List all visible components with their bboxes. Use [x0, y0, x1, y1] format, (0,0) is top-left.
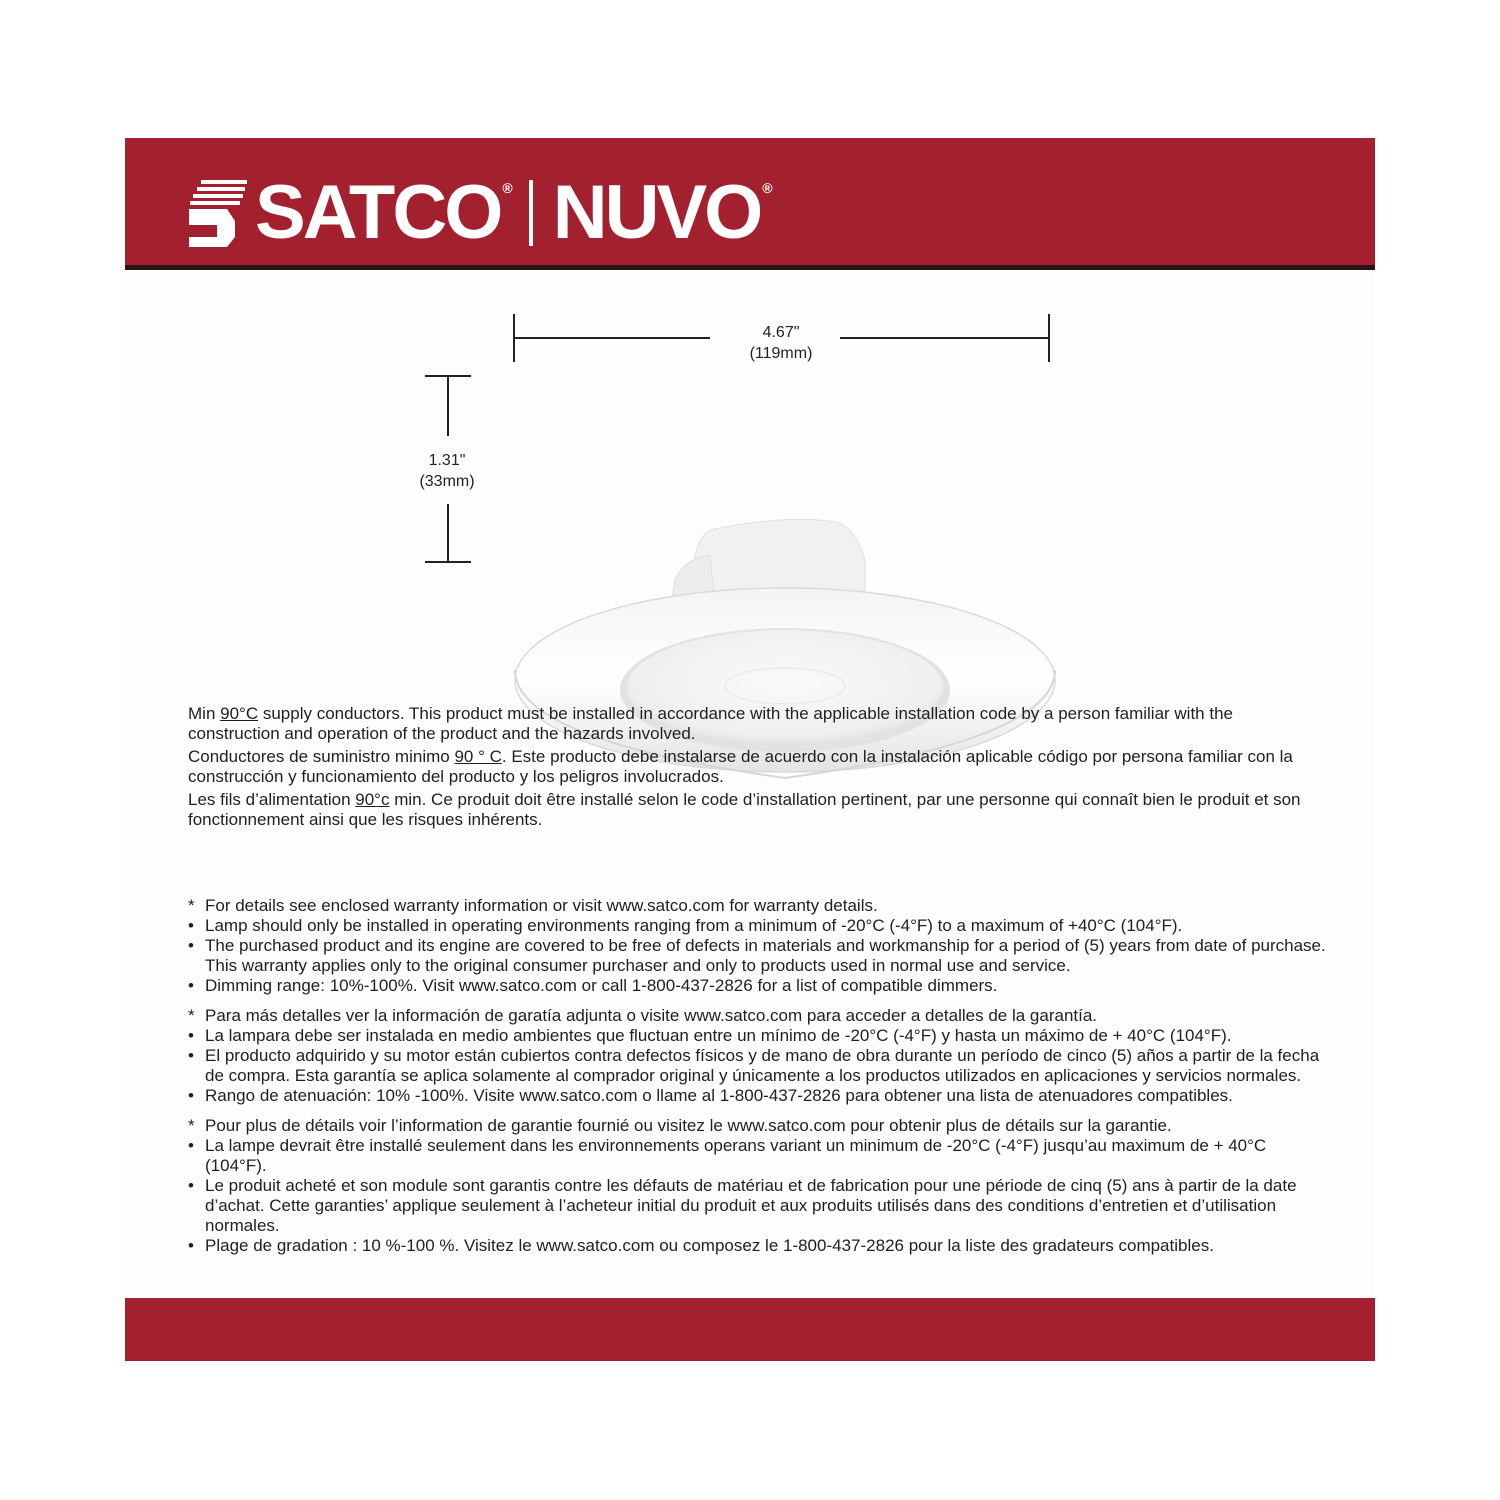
list-item: • La lampe devrait être installé seulement dans les environnements operans variant un minimum de -20°C (-4°F) jusqu’au maximum de + 40°C (104°F).: [188, 1136, 1267, 1175]
logo-divider: [529, 180, 533, 246]
list-item: * Para más detalles ver la información de garatía adjunta o visite www.satco.com para acceder a detalles de la garantía.: [188, 1006, 1098, 1025]
satco-nuvo-logo: [187, 170, 773, 255]
notes-list-en: [188, 896, 1328, 996]
height-dimension-label: [387, 450, 507, 492]
list-item: • Lamp should only be installed in operating environments ranging from a minimum of -20°C (-4°F) to a maximum of +40°C (104°F).: [188, 916, 1183, 935]
nuvo-wordmark: NUVO: [552, 170, 761, 255]
notes-list-es: [188, 1006, 1328, 1106]
install-notice-fr: Les fils d’alimentation 90°c min. Ce produit doit être installé selon le code d’installation pertinent, par une personne qui connaît bien le produit et son fonctionnement ainsi que les risques inhérents.: [188, 790, 1301, 829]
list-item: * Pour plus de détails voir l’information de garantie fournié ou visitez le www.satco.com pour obtenir plus de détails sur la garantie.: [188, 1116, 1172, 1135]
satco-wordmark: SATCO: [255, 170, 501, 255]
list-item: • Plage de gradation : 10 %-100 %. Visitez le www.satco.com ou composez le 1-800-437-2826 pour la liste des gradateurs compatibles.: [188, 1236, 1214, 1255]
width-millimeters: (119mm): [749, 345, 813, 362]
list-item: • La lampara debe ser instalada en medio ambientes que fluctuan entre un mínimo de -20°C (-4°F) y hasta un máximo de + 40°C (104°F).: [188, 1026, 1232, 1045]
width-inches: 4.67": [762, 324, 800, 341]
brand-header: [125, 138, 1375, 270]
list-item: * For details see enclosed warranty information or visit www.satco.com for warranty details.: [188, 896, 878, 915]
height-inches: 1.31": [428, 452, 466, 469]
install-notice-es: Conductores de suministro minimo 90 ° C. Este producto debe instalarse de acuerdo con la instalación aplicable código por persona familiar con la construcción y funcionamiento del producto y los peligros involucrados.: [188, 747, 1293, 786]
list-item: • El producto adquirido y su motor están cubiertos contra defectos físicos y de mano de obra durante un período de cinco (5) años a partir de la fecha de compra. Esta garantía se aplica solamente al comprador original y únicamente a los productos utilizados en aplicaciones y servicios normales.: [188, 1046, 1320, 1085]
list-item: • Rango de atenuación: 10% -100%. Visite www.satco.com o llame al 1-800-437-2826 para obtener una lista de atenuadores compatibles.: [188, 1086, 1233, 1105]
package-panel: [125, 138, 1375, 1361]
footer-band: [125, 1298, 1375, 1361]
height-millimeters: (33mm): [419, 473, 475, 490]
satco-swoosh-icon: [187, 177, 253, 249]
install-notice-en: Min 90°C supply conductors. This product must be installed in accordance with the applicable installation code by a person familiar with the construction and operation of the product and the hazards involved.: [188, 704, 1233, 743]
list-item: • The purchased product and its engine are covered to be free of defects in materials and workmanship for a period of (5) years from date of purchase. This warranty applies only to the original consumer purchaser and only to products used in normal use and service.: [188, 936, 1326, 975]
installation-notice: [188, 704, 1318, 833]
width-dimension-label: [721, 322, 841, 364]
notes-list-fr: [188, 1116, 1328, 1256]
list-item: • Dimming range: 10%-100%. Visit www.satco.com or call 1-800-437-2826 for a list of compatible dimmers.: [188, 976, 998, 995]
registered-mark: ®: [502, 180, 513, 196]
list-item: • Le produit acheté et son module sont garantis contre les défauts de matériau et de fabrication pour une période de cinq (5) ans à partir de la date d’achat. Cette garanties’ applique seulement à l’acheteur initial du produit et aux produits utilisés dans des conditions d’entretien et d’utilisation normales.: [188, 1176, 1297, 1235]
registered-mark-nuvo: ®: [762, 180, 773, 196]
warranty-notes: [188, 896, 1328, 1266]
